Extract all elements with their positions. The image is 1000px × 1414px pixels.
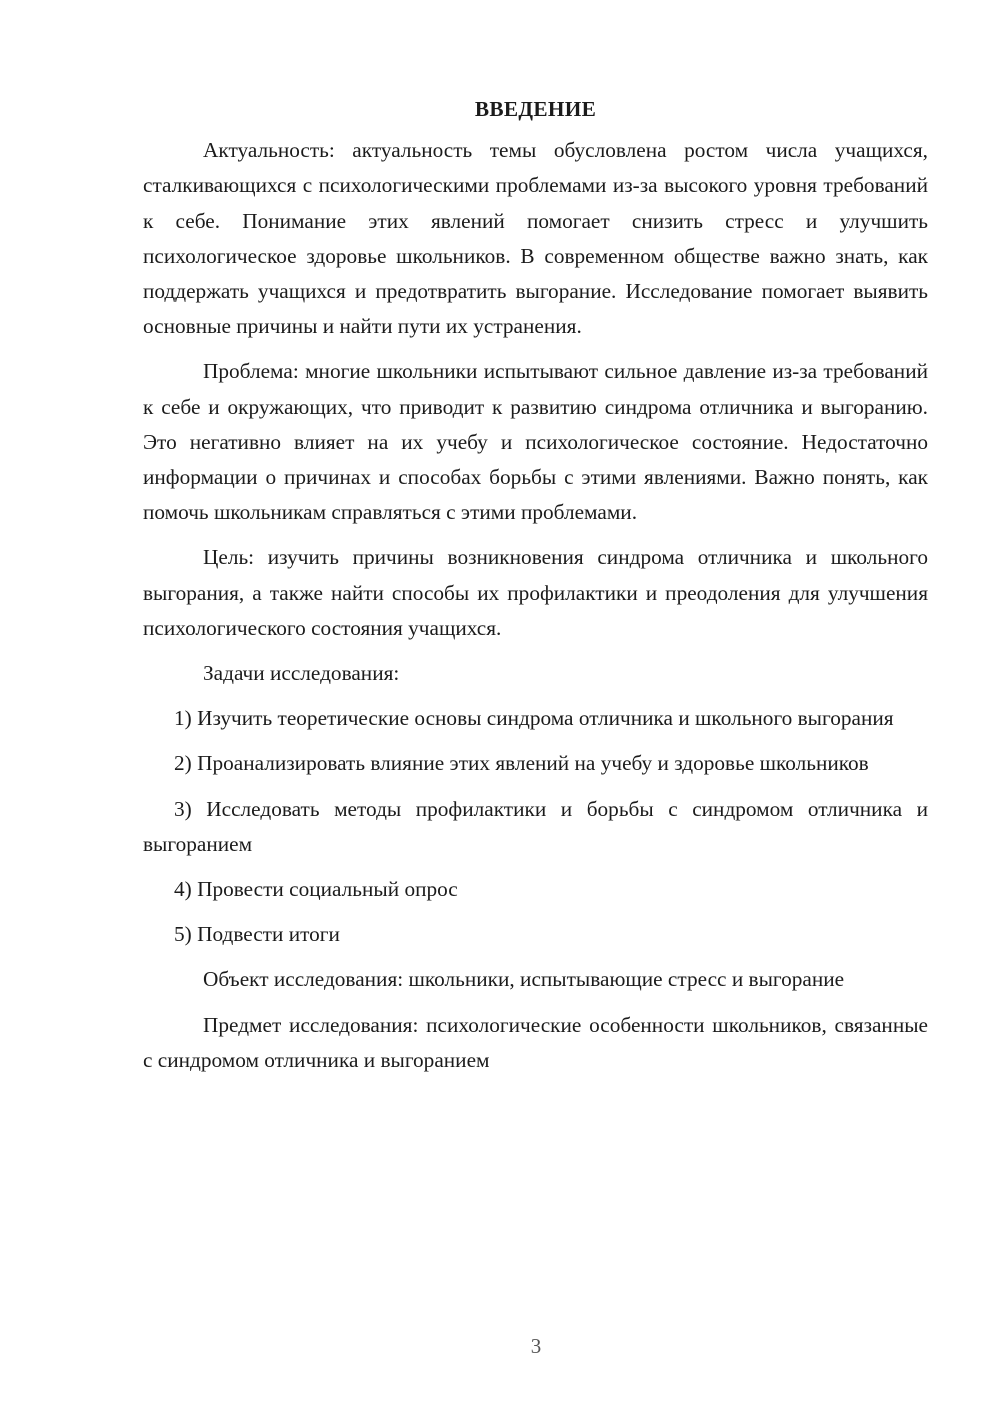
task-item-5: 5) Подвести итоги xyxy=(174,922,340,947)
paragraph-problem: Проблема: многие школьники испытывают сильное давление из-за требований к себе и окружающих, что приводит к развитию синдрома отличника и выгоранию. Это негативно влияет на их учебу и психологическое состояние. Недостаточно информации о причинах и способах борьбы с этими явлениями. Важно понять, как помочь школьникам справляться с этими проблемами. xyxy=(143,359,928,525)
section-title: ВВЕДЕНИЕ xyxy=(474,97,597,121)
paragraph-goal: Цель: изучить причины возникновения синдрома отличника и школьного выгорания, а также найти способы их профилактики и преодоления для улучшения психологического состояния учащихся. xyxy=(143,545,928,640)
tasks-heading: Задачи исследования: xyxy=(203,661,400,686)
task-item-3: 3) Исследовать методы профилактики и борьбы с синдромом отличника и выгоранием xyxy=(143,796,928,856)
paragraph-subject: Предмет исследования: психологические особенности школьников, связанные с синдромом отличника и выгоранием xyxy=(143,1012,928,1072)
page-content xyxy=(143,92,928,1088)
task-item-4: 4) Провести социальный опрос xyxy=(174,877,458,902)
paragraph-relevance: Актуальность: актуальность темы обусловлена ростом числа учащихся, сталкивающихся с психологическими проблемами из-за высокого уровня требований к себе. Понимание этих явлений помогает снизить стресс и улучшить психологическое здоровье школьников. В современном обществе важно знать, как поддержать учащихся и предотвратить выгорание. Исследование помогает выявить основные причины и найти пути их устранения. xyxy=(143,138,928,339)
paragraph-object: Объект исследования: школьники, испытывающие стресс и выгорание xyxy=(203,967,845,992)
task-item-1: 1) Изучить теоретические основы синдрома отличника и школьного выгорания xyxy=(174,706,894,731)
task-item-2: 2) Проанализировать влияние этих явлений на учебу и здоровье школьников xyxy=(174,751,869,776)
page-number: 3 xyxy=(530,1334,542,1358)
